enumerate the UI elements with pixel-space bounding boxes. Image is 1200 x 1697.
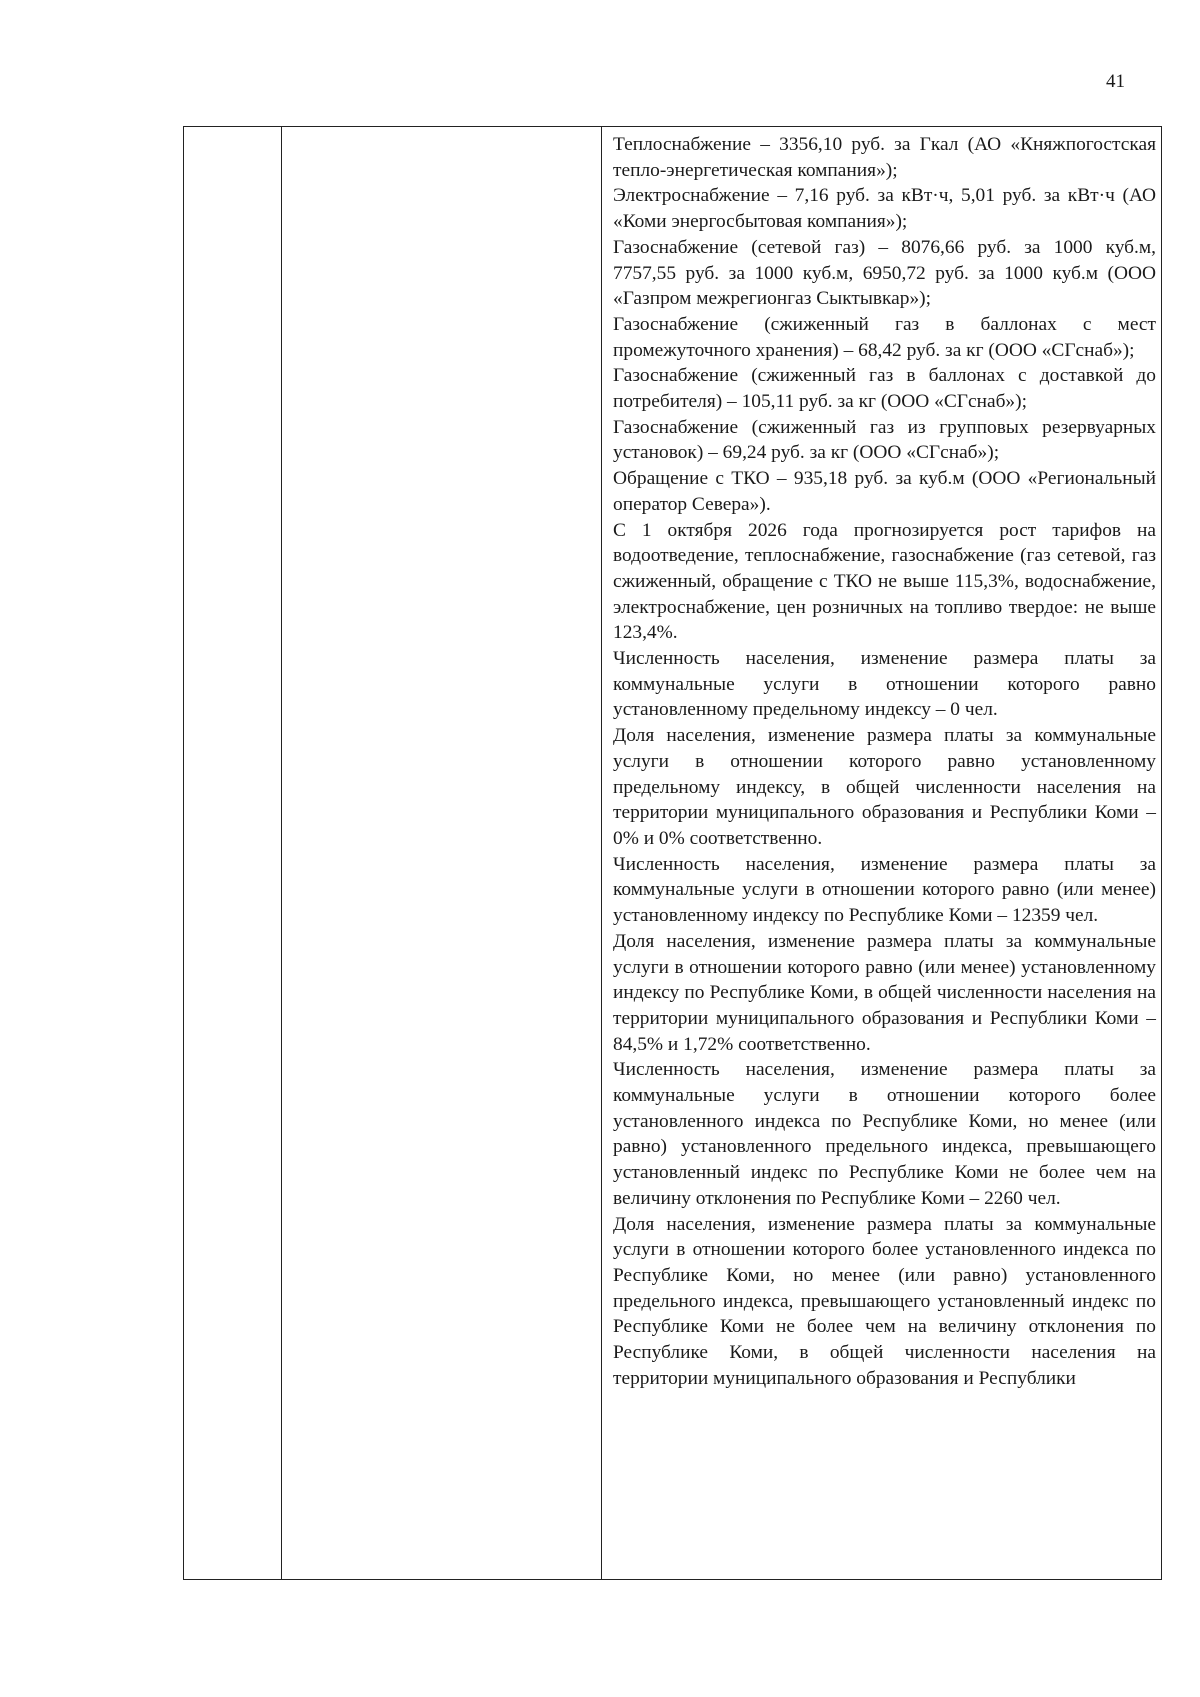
paragraph-population-above-index: Численность населения, изменение размера платы за коммунальные услуги в отношении которого более установленного индекса по Республике Коми, но менее (или равно) установленного предельного индекса, превышающего установленный индекс по Республике Коми не более чем на величину отклонения по Республике Коми – 2260 чел. [613,1059,1156,1209]
paragraph-share-komi-index: Доля населения, изменение размера платы за коммунальные услуги в отношении которого равно (или менее) установленному индексу по Республике Коми, в общей численности населения на территории муниципального образования и Республики Коми – 84,5% и 1,72% соответственно. [613,930,1156,1055]
page-number: 41 [1106,71,1125,92]
table-cell-text [602,127,1161,1579]
paragraph-population-limit-index: Численность населения, изменение размера платы за коммунальные услуги в отношении которого равно установленному предельному индексу – 0 чел. [613,648,1156,721]
paragraph-network-gas: Газоснабжение (сетевой газ) – 8076,66 руб. за 1000 куб.м, 7757,55 руб. за 1000 куб.м, 6950,72 руб. за 1000 куб.м (ООО «Газпром межрегионгаз Сыктывкар»); [613,236,1156,310]
paragraph-lpg-delivery: Газоснабжение (сжиженный газ в баллонах с доставкой до потребителя) – 105,11 руб. за кг (ООО «СГснаб»); [613,365,1156,413]
table-cell-empty-2 [282,127,602,1579]
paragraph-tariff-forecast: С 1 октября 2026 года прогнозируется рост тарифов на водоотведение, теплоснабжение, газоснабжение (газ сетевой, газ сжиженный, обращение с ТКО не выше 115,3%, водоснабжение, электроснабжение, цен розничных на топливо твердое: не выше 123,4%. [613,519,1156,644]
table-cell-empty-1 [184,127,282,1579]
paragraph-population-komi-index: Численность населения, изменение размера платы за коммунальные услуги в отношении которого равно (или менее) установленному индексу по Республике Коми – 12359 чел. [613,853,1156,927]
paragraph-share-limit-index: Доля населения, изменение размера платы за коммунальные услуги в отношении которого равно установленному предельному индексу, в общей численности населения на территории муниципального образования и Республики Коми – 0% и 0% соответственно. [613,725,1156,849]
paragraph-share-above-index: Доля населения, изменение размера платы за коммунальные услуги в отношении которого более установленного индекса по Республике Коми, но менее (или равно) установленного предельного индекса, превышающего установленный индекс по Республике Коми не более чем на величину отклонения по Республике Коми, в общей численности населения на территории муниципального образования и Республики [613,1213,1156,1389]
document-table [183,126,1162,1580]
paragraph-heat-supply: Теплоснабжение – 3356,10 руб. за Гкал (АО «Княжпогостская тепло-энергетическая компания»); [613,134,1156,181]
paragraph-lpg-storage: Газоснабжение (сжиженный газ в баллонах с мест промежуточного хранения) – 68,42 руб. за кг (ООО «СГснаб»); [613,313,1156,361]
paragraph-waste-handling: Обращение с ТКО – 935,18 руб. за куб.м (ООО «Региональный оператор Севера»). [613,468,1156,515]
paragraph-lpg-group-tanks: Газоснабжение (сжиженный газ из групповых резервуарных установок) – 69,24 руб. за кг (ООО «СГснаб»); [613,416,1156,464]
paragraph-electricity-supply: Электроснабжение – 7,16 руб. за кВт·ч, 5,01 руб. за кВт·ч (АО «Коми энергосбытовая компания»); [613,185,1156,233]
